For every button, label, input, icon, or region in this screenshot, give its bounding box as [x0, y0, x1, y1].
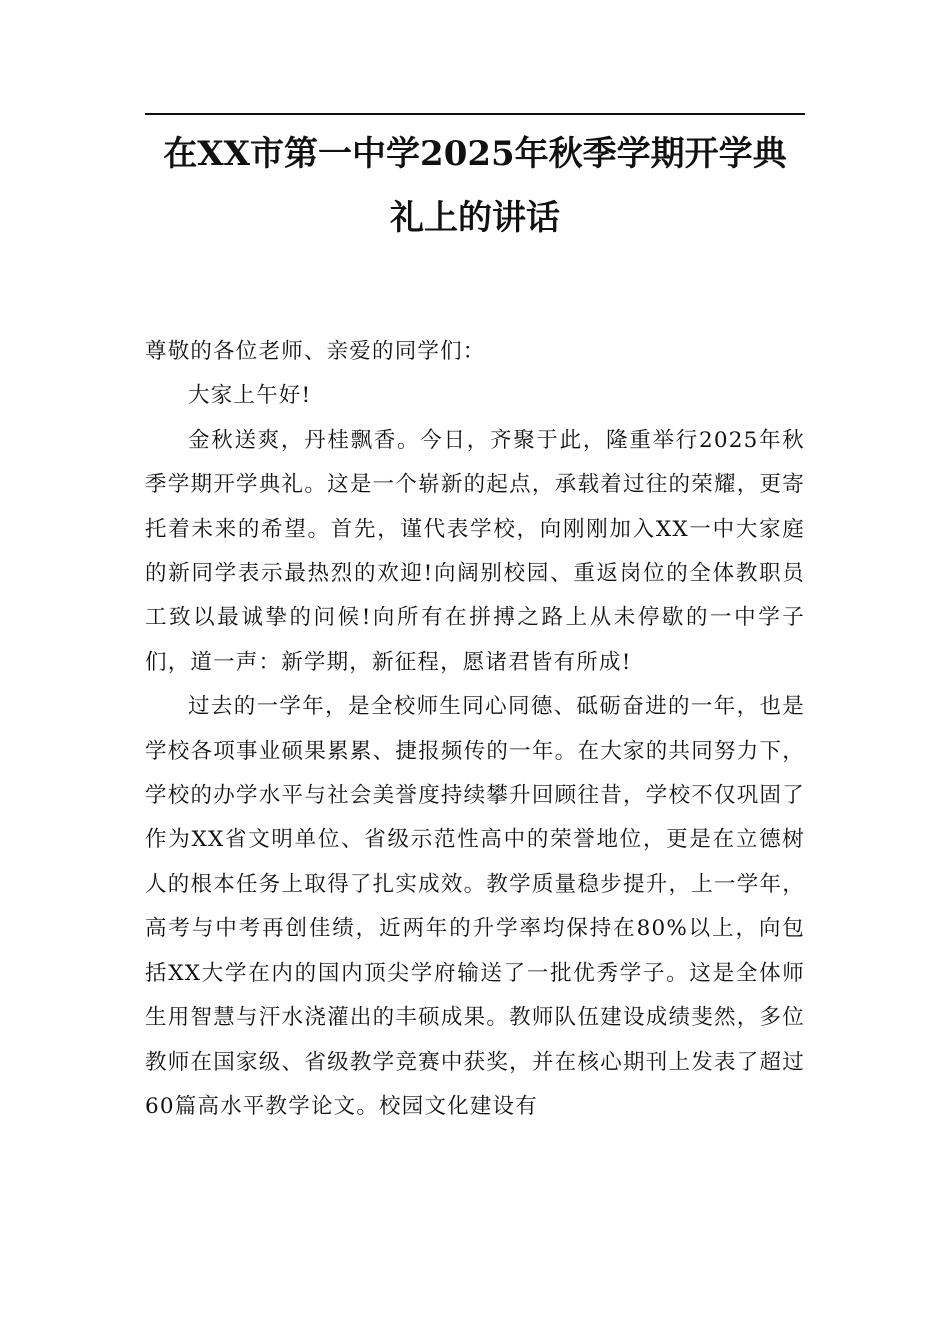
salutation: 尊敬的各位老师、亲爱的同学们： [145, 339, 486, 364]
title-line-1: 在XX市第一中学2025年秋季学期开学典 [163, 134, 787, 174]
paragraph-opening: 金秋送爽，丹桂飘香。今日，齐聚于此，隆重举行2025年秋季学期开学典礼。这是一个崭新的起点，承载着过往的荣耀，更寄托着未来的希望。首先，谨代表学校，向刚刚加入XX一中大家庭的新同学表示最热烈的欢迎!向阔别校园、重返岗位的全体教职员工致以最诚挚的问候!向所有在拼搏之路上从未停歇的一中学子们，道一声：新学期，新征程，愿诸君皆有所成! [145, 427, 805, 675]
speech-body [145, 330, 805, 1129]
paragraph-achievements: 过去的一学年，是全校师生同心同德、砥砺奋进的一年，也是学校各项事业硕果累累、捷报频传的一年。在大家的共同努力下，学校的办学水平与社会美誉度持续攀升回顾往昔，学校不仅巩固了作为XX省文明单位、省级示范性高中的荣誉地位，更是在立德树人的根本任务上取得了扎实成效。教学质量稳步提升，上一学年，高考与中考再创佳绩，近两年的升学率均保持在80%以上，向包括XX大学在内的国内顶尖学府输送了一批优秀学子。这是全体师生用智慧与汗水浇灌出的丰硕成果。教师队伍建设成绩斐然，多位教师在国家级、省级教学竞赛中获奖，并在核心期刊上发表了超过60篇高水平教学论文。校园文化建设有 [145, 694, 805, 1119]
document-title [145, 122, 805, 250]
title-line-2: 礼上的讲话 [390, 198, 560, 238]
header-rule [145, 113, 805, 115]
document-page [145, 0, 805, 1344]
greeting: 大家上午好! [188, 383, 312, 409]
